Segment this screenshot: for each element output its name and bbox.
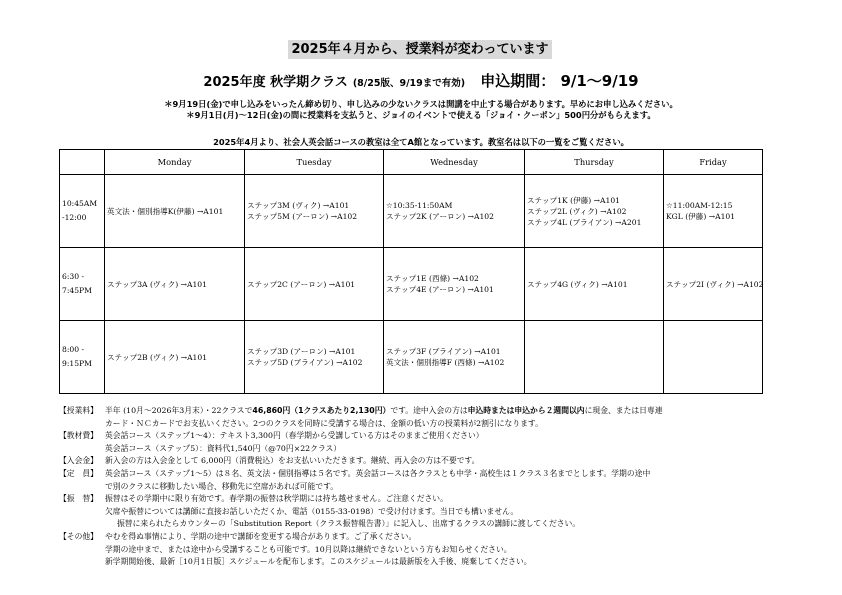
special-time-note: ☆10:35-11:50AM: [386, 201, 453, 210]
day-header: Wednesday: [384, 150, 525, 175]
class-entry: ステップ2B (ヴィク) →A101: [107, 352, 208, 362]
class-cell: [384, 321, 525, 394]
time-cell: [60, 175, 105, 248]
transfer-row: [59, 493, 779, 531]
class-entry: ステップ3A (ヴィク) →A101: [107, 279, 207, 289]
classroom-intro: 2025年4月より、社会人英会話コースの教室は全てA館となっています。教室名は以下の一覧をご覧ください。: [213, 137, 629, 147]
class-entry: ステップ4G (ヴィク) →A101: [527, 279, 628, 289]
fee-text: に現金、または日専連: [584, 406, 663, 415]
fee-row: [59, 405, 779, 430]
application-period: 申込期間： 9/1〜9/19: [480, 72, 639, 90]
time-end: -12:00: [62, 213, 87, 222]
transfer-text: 欠席や振替については講師に直接お話しいただくか、電話（0155-33-0198）で受け付けます。当日でも構いません。: [105, 506, 519, 516]
fee-label: 【授業料】: [59, 406, 98, 415]
entry-fee-label: 【入会金】: [59, 456, 98, 466]
other-row: [59, 531, 779, 569]
time-start: 6:30 -: [62, 272, 85, 281]
fee-text: です。途中入会の方は: [390, 406, 468, 415]
class-entry: ステップ4E (アーロン) →A101: [386, 285, 494, 294]
other-text: やむを得ぬ事情により、学期の途中で講師を変更する場合があります。ご了承ください。: [105, 531, 417, 541]
capacity-text: で別のクラスに移動したい場合、移動先に空席があれば可能です。: [105, 481, 339, 491]
other-text: 新学期開始後、最新［10月1日版］スケジュールを配布します。このスケジュールは最新版を入手後、廃棄してください。: [105, 557, 532, 567]
class-entry: ステップ3M (ヴィク) →A101: [247, 201, 350, 210]
time-cell: [60, 321, 105, 394]
transfer-text: 振替はその学期中に限り有効です。春学期の振替は秋学期には持ち越せません。ご注意ください。: [105, 494, 448, 504]
class-entry: 英文法・個別指導F (西條) →A102: [386, 358, 505, 367]
class-entry: KGL (伊藤) →A101: [666, 212, 736, 221]
materials-label: 【教材費】: [59, 431, 98, 441]
special-time-note: ☆11:00AM-12:15: [666, 201, 733, 210]
other-label: 【その他】: [59, 531, 98, 541]
time-start: 8:00 -: [62, 345, 85, 354]
day-header: Tuesday: [245, 150, 384, 175]
other-text: 学期の途中まで、または途中から受講することも可能です。10月以降は継続できないという方もお知らせください。: [105, 544, 512, 554]
materials-text: 英会話コース（ステップ1〜4）：テキスト3,300円（春学期から受講している方はそのままご使用ください）: [105, 431, 484, 441]
fee-amount: 46,860円（1クラスあたり2,130円）: [252, 406, 391, 415]
time-end: 7:45PM: [62, 286, 92, 295]
class-entry: ステップ1E (西條) →A102: [386, 274, 479, 283]
capacity-text: 英会話コース（ステップ1〜5）は８名、英文法・個別指導は５名です。英会話コースは各クラスとも中学・高校生は１クラス３名までとします。学期の途中: [105, 468, 651, 478]
table-row: [60, 175, 763, 248]
table-row: [60, 248, 763, 321]
capacity-label: 【定 員】: [59, 468, 98, 478]
class-entry: ステップ2K (アーロン) →A102: [386, 212, 494, 221]
class-entry: ステップ5M (アーロン) →A102: [247, 212, 358, 221]
class-entry: ステップ2L (ヴィク) →A102: [527, 206, 627, 216]
class-cell: [525, 248, 664, 321]
class-cell: [384, 248, 525, 321]
day-header: Thursday: [525, 150, 664, 175]
class-cell: [664, 175, 763, 248]
schedule-header-row: [60, 150, 763, 175]
class-cell: [245, 248, 384, 321]
page-title: [0, 70, 842, 91]
class-entry: ステップ5D (ブライアン) →A102: [247, 358, 363, 367]
class-entry: ステップ3F (ブライアン) →A101: [386, 347, 501, 356]
class-cell: [245, 175, 384, 248]
transfer-label: 【振 替】: [59, 494, 98, 504]
class-entry: ステップ1K (伊藤) →A101: [527, 195, 621, 205]
title-version: (8/25版、9/19まで有効): [352, 78, 466, 89]
class-entry: ステップ2C (アーロン) →A101: [247, 279, 356, 289]
class-cell: [105, 248, 245, 321]
fee-text: カード・ＮＣカードでお支払いください。2つのクラスを同時に受講する場合は、金額の低い方の授業料が2割引になります。: [105, 418, 543, 428]
fee-change-banner: 2025年４月から、授業料が変わっています: [288, 40, 552, 59]
table-row: [60, 321, 763, 394]
class-entry: ステップ3D (アーロン) →A101: [247, 347, 356, 356]
time-start: 10:45AM: [62, 199, 98, 208]
transfer-text: 振替に来られたらカウンターの「Substitution Report（クラス振替報告書）」に記入し、出席するクラスの講師に渡してください。: [117, 519, 581, 529]
notice-line: ＊9月19日(金)で申し込みをいったん締め切り、申し込みの少ないクラスは開講を中止する場合があります。早めにお申し込みください。: [164, 99, 678, 109]
entry-fee-text: 新入会の方は入会金として 6,000円（消費税込）をお支払いいただきます。継続、再入会の方は不要です。: [105, 456, 480, 466]
materials-text: 英会話コース（ステップ5）：資料代1,540円（@70円×22クラス）: [105, 443, 342, 453]
fee-deadline: 申込時または申込から２週間以内: [467, 406, 585, 415]
materials-row: [59, 430, 779, 455]
class-cell: [384, 175, 525, 248]
notice-line: ＊9月1日(月)〜12日(金)の間に授業料を支払うと、ジョイのイベントで使える「ジョイ・クーポン」500円分がもらえます。: [186, 110, 656, 120]
time-cell: [60, 248, 105, 321]
class-cell: [664, 248, 763, 321]
entry-fee-row: [59, 455, 779, 468]
class-entry: 英文法・個別指導K(伊藤) →A101: [107, 206, 224, 216]
class-entry: ステップ2I (ヴィク) →A102: [666, 279, 764, 289]
info-section: [59, 405, 779, 569]
class-entry: ステップ4L (ブライアン) →A201: [527, 217, 642, 227]
class-cell: [105, 321, 245, 394]
fee-text: 半年 (10月〜2026年3月末）・22クラスで: [105, 406, 253, 415]
schedule-table: [59, 149, 763, 394]
empty-cell: [664, 321, 763, 394]
capacity-row: [59, 468, 779, 493]
class-cell: [525, 175, 664, 248]
day-header: Monday: [105, 150, 245, 175]
title-main: 2025年度 秋学期クラス: [203, 75, 348, 90]
empty-cell: [525, 321, 664, 394]
day-header: Friday: [664, 150, 763, 175]
class-cell: [105, 175, 245, 248]
time-end: 9:15PM: [62, 359, 92, 368]
corner-cell: [60, 150, 105, 175]
notice-block: [0, 99, 842, 121]
class-cell: [245, 321, 384, 394]
